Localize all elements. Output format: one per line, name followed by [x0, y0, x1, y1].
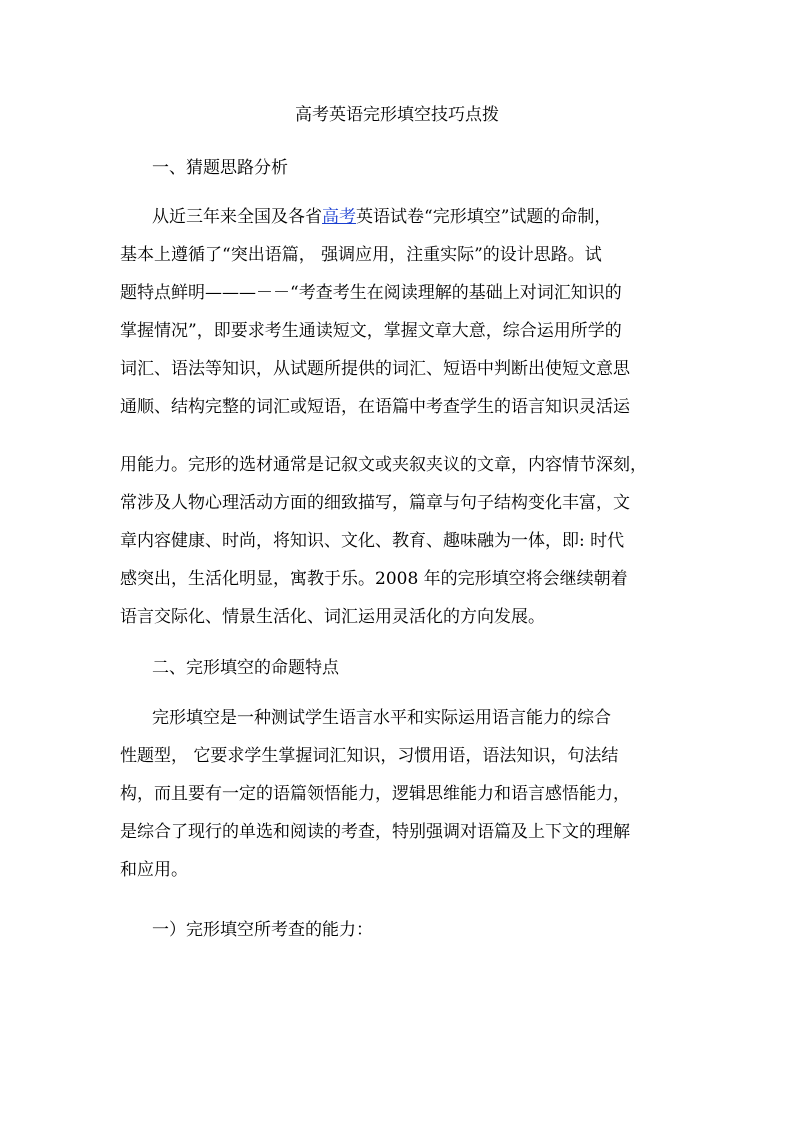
paragraph-line: 语言交际化、情景生活化、词汇运用灵活化的方向发展。	[120, 607, 545, 627]
paragraph-line: 感突出，生活化明显，寓教于乐。2008 年的完形填空将会继续朝着	[120, 569, 628, 589]
paragraph-line: 用能力。完形的选材通常是记叙文或夹叙夹议的文章，内容情节深刻，	[120, 455, 647, 475]
paragraph-line: 常涉及人物心理活动方面的细致描写，篇章与句子结构变化丰富，文	[120, 493, 630, 513]
document-title: 高考英语完形填空技巧点拨	[295, 105, 499, 125]
paragraph-line: 掌握情况”，即要求考生通读短文，掌握文章大意，综合运用所学的	[120, 321, 622, 341]
paragraph-line: 题特点鲜明———－－“考查考生在阅读理解的基础上对词汇知识的	[120, 283, 622, 303]
paragraph-text: 英语试卷“完形填空”试题的命制，	[356, 207, 612, 227]
section-heading-1: 一、猜题思路分析	[152, 158, 288, 178]
paragraph-line: 性题型， 它要求学生掌握词汇知识，习惯用语，语法知识，句法结	[120, 746, 619, 766]
section-heading-2: 二、完形填空的命题特点	[152, 658, 339, 678]
paragraph-line: 词汇、语法等知识，从试题所提供的词汇、短语中判断出使短文意思	[120, 359, 630, 379]
paragraph-line	[152, 205, 680, 229]
paragraph-line: 完形填空是一种测试学生语言水平和实际运用语言能力的综合	[152, 708, 611, 728]
gaokao-link[interactable]: 高考	[322, 207, 356, 227]
paragraph-line: 通顺、结构完整的词汇或短语，在语篇中考查学生的语言知识灵活运	[120, 397, 630, 417]
paragraph-line: 和应用。	[120, 860, 188, 880]
section-heading-3: 一）完形填空所考查的能力：	[152, 920, 373, 940]
paragraph-line: 构，而且要有一定的语篇领悟能力，逻辑思维能力和语言感悟能力，	[120, 784, 630, 804]
paragraph-text: 从近三年来全国及各省	[152, 207, 322, 227]
paragraph-line: 是综合了现行的单选和阅读的考查，特别强调对语篇及上下文的理解	[120, 822, 630, 842]
paragraph-line: 章内容健康、时尚，将知识、文化、教育、趣味融为一体，即: 时代	[120, 531, 625, 551]
paragraph-line: 基本上遵循了“突出语篇， 强调应用，注重实际”的设计思路。试	[120, 245, 602, 265]
